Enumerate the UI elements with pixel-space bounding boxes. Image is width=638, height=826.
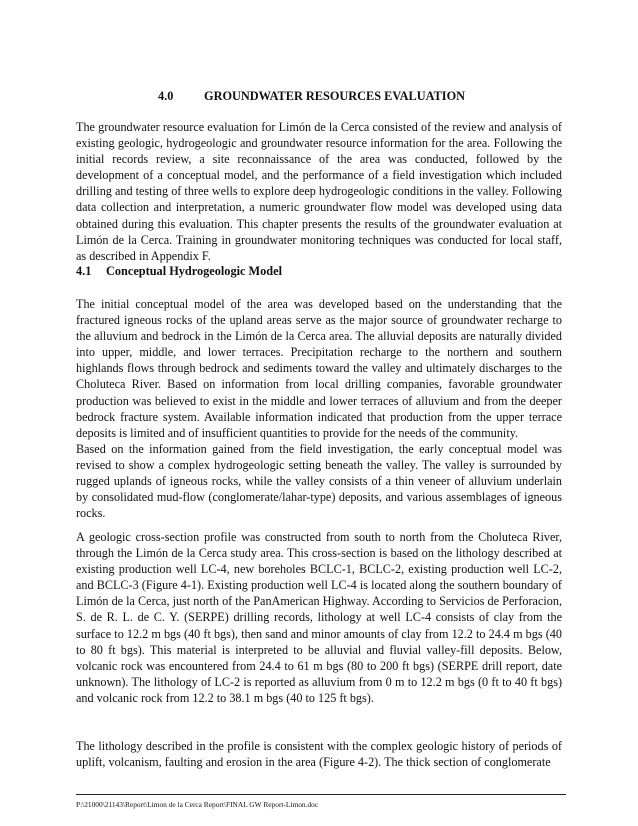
footer-divider bbox=[76, 794, 566, 795]
subsection-title: Conceptual Hydrogeologic Model bbox=[106, 264, 283, 278]
paragraph-revised-model: Based on the information gained from the field investigation, the early conceptual model was revised to show a complex hydrogeologic setting beneath the valley. The valley is surrounded by rugged uplands of igneous rocks, while the valley consists of a thin veneer of alluvium underlain by consolidated mud-flow (conglomerate/lahar-type) deposits, and various assemblages of igneous rocks. bbox=[76, 442, 562, 521]
paragraph-cross-section: A geologic cross-section profile was constructed from south to north from the Choluteca River, through the Limón de la Cerca study area. This cross-section is based on the lithology described at existing production well LC-4, new boreholes BCLC-1, BCLC-2, existing production well LC-2, and BCLC-3 (Figure 4-1). Existing production well LC-4 is located along the southern boundary of Limón de la Cerca, just north of the PanAmerican Highway. According to Servicios de Perforacion, S. de R. L. de C. Y. (SERPE) drilling records, lithology at well LC-4 consists of clay from the surface to 12.2 m bgs (40 ft bgs), then sand and minor amounts of clay from 12.2 to 24.4 m bgs (40 to 80 ft bgs). This material is interpreted to be alluvial and fluvial valley-fill deposits. Below, volcanic rock was encountered from 24.4 to 61 m bgs (80 to 200 ft bgs) (SERPE drill report, date unknown). The lithology of LC-2 is reported as alluvium from 0 m to 12.2 m bgs (0 ft to 40 ft bgs) and volcanic rock from 12.2 to 38.1 m bgs (40 to 125 ft bgs). bbox=[76, 530, 562, 705]
paragraph-conceptual-model: The initial conceptual model of the area was developed based on the understanding that the fractured igneous rocks of the upland areas serve as the major source of groundwater recharge to the alluvium and bedrock in the Limón de la Cerca area. The alluvial deposits are naturally divided into upper, middle, and lower terraces. Precipitation recharge to the northern and southern highlands flows through bedrock and sediments toward the valley and ultimately discharges to the Choluteca River. Based on information from local drilling companies, favorable groundwater production was believed to exist in the middle and lower terraces of alluvium and from the deeper bedrock fracture system. Available information indicated that production from the upper terrace deposits is limited and of insufficient quantities to provide for the needs of the community. bbox=[76, 297, 562, 440]
section-title: GROUNDWATER RESOURCES EVALUATION bbox=[204, 89, 466, 103]
paragraph-lithology: The lithology described in the profile is consistent with the complex geologic history of periods of uplift, volcanism, faulting and erosion in the area (Figure 4-2). The thick section of conglomerate bbox=[76, 739, 562, 770]
subsection-number: 4.1 bbox=[76, 264, 92, 278]
section-number: 4.0 bbox=[158, 89, 174, 103]
section-heading bbox=[158, 89, 465, 104]
footer-file-path: P:\21000\21143\Report\Limon de la Cerca Report\FINAL GW Report-Limon.doc bbox=[76, 800, 319, 809]
intro-paragraph: The groundwater resource evaluation for Limón de la Cerca consisted of the review and analysis of existing geologic, hydrogeologic and groundwater resource information for the area. Following the initial records review, a site reconnaissance of the area was conducted, followed by the development of a conceptual model, and the performance of a field investigation which included drilling and testing of three wells to explore deep hydrogeologic conditions in the valley. Following data collection and interpretation, a numeric groundwater flow model was developed using data obtained during this evaluation. This chapter presents the results of the groundwater evaluation at Limón de la Cerca. Training in groundwater monitoring techniques was conducted for local staff, as described in Appendix F. bbox=[76, 120, 562, 263]
subsection-heading bbox=[76, 264, 282, 279]
